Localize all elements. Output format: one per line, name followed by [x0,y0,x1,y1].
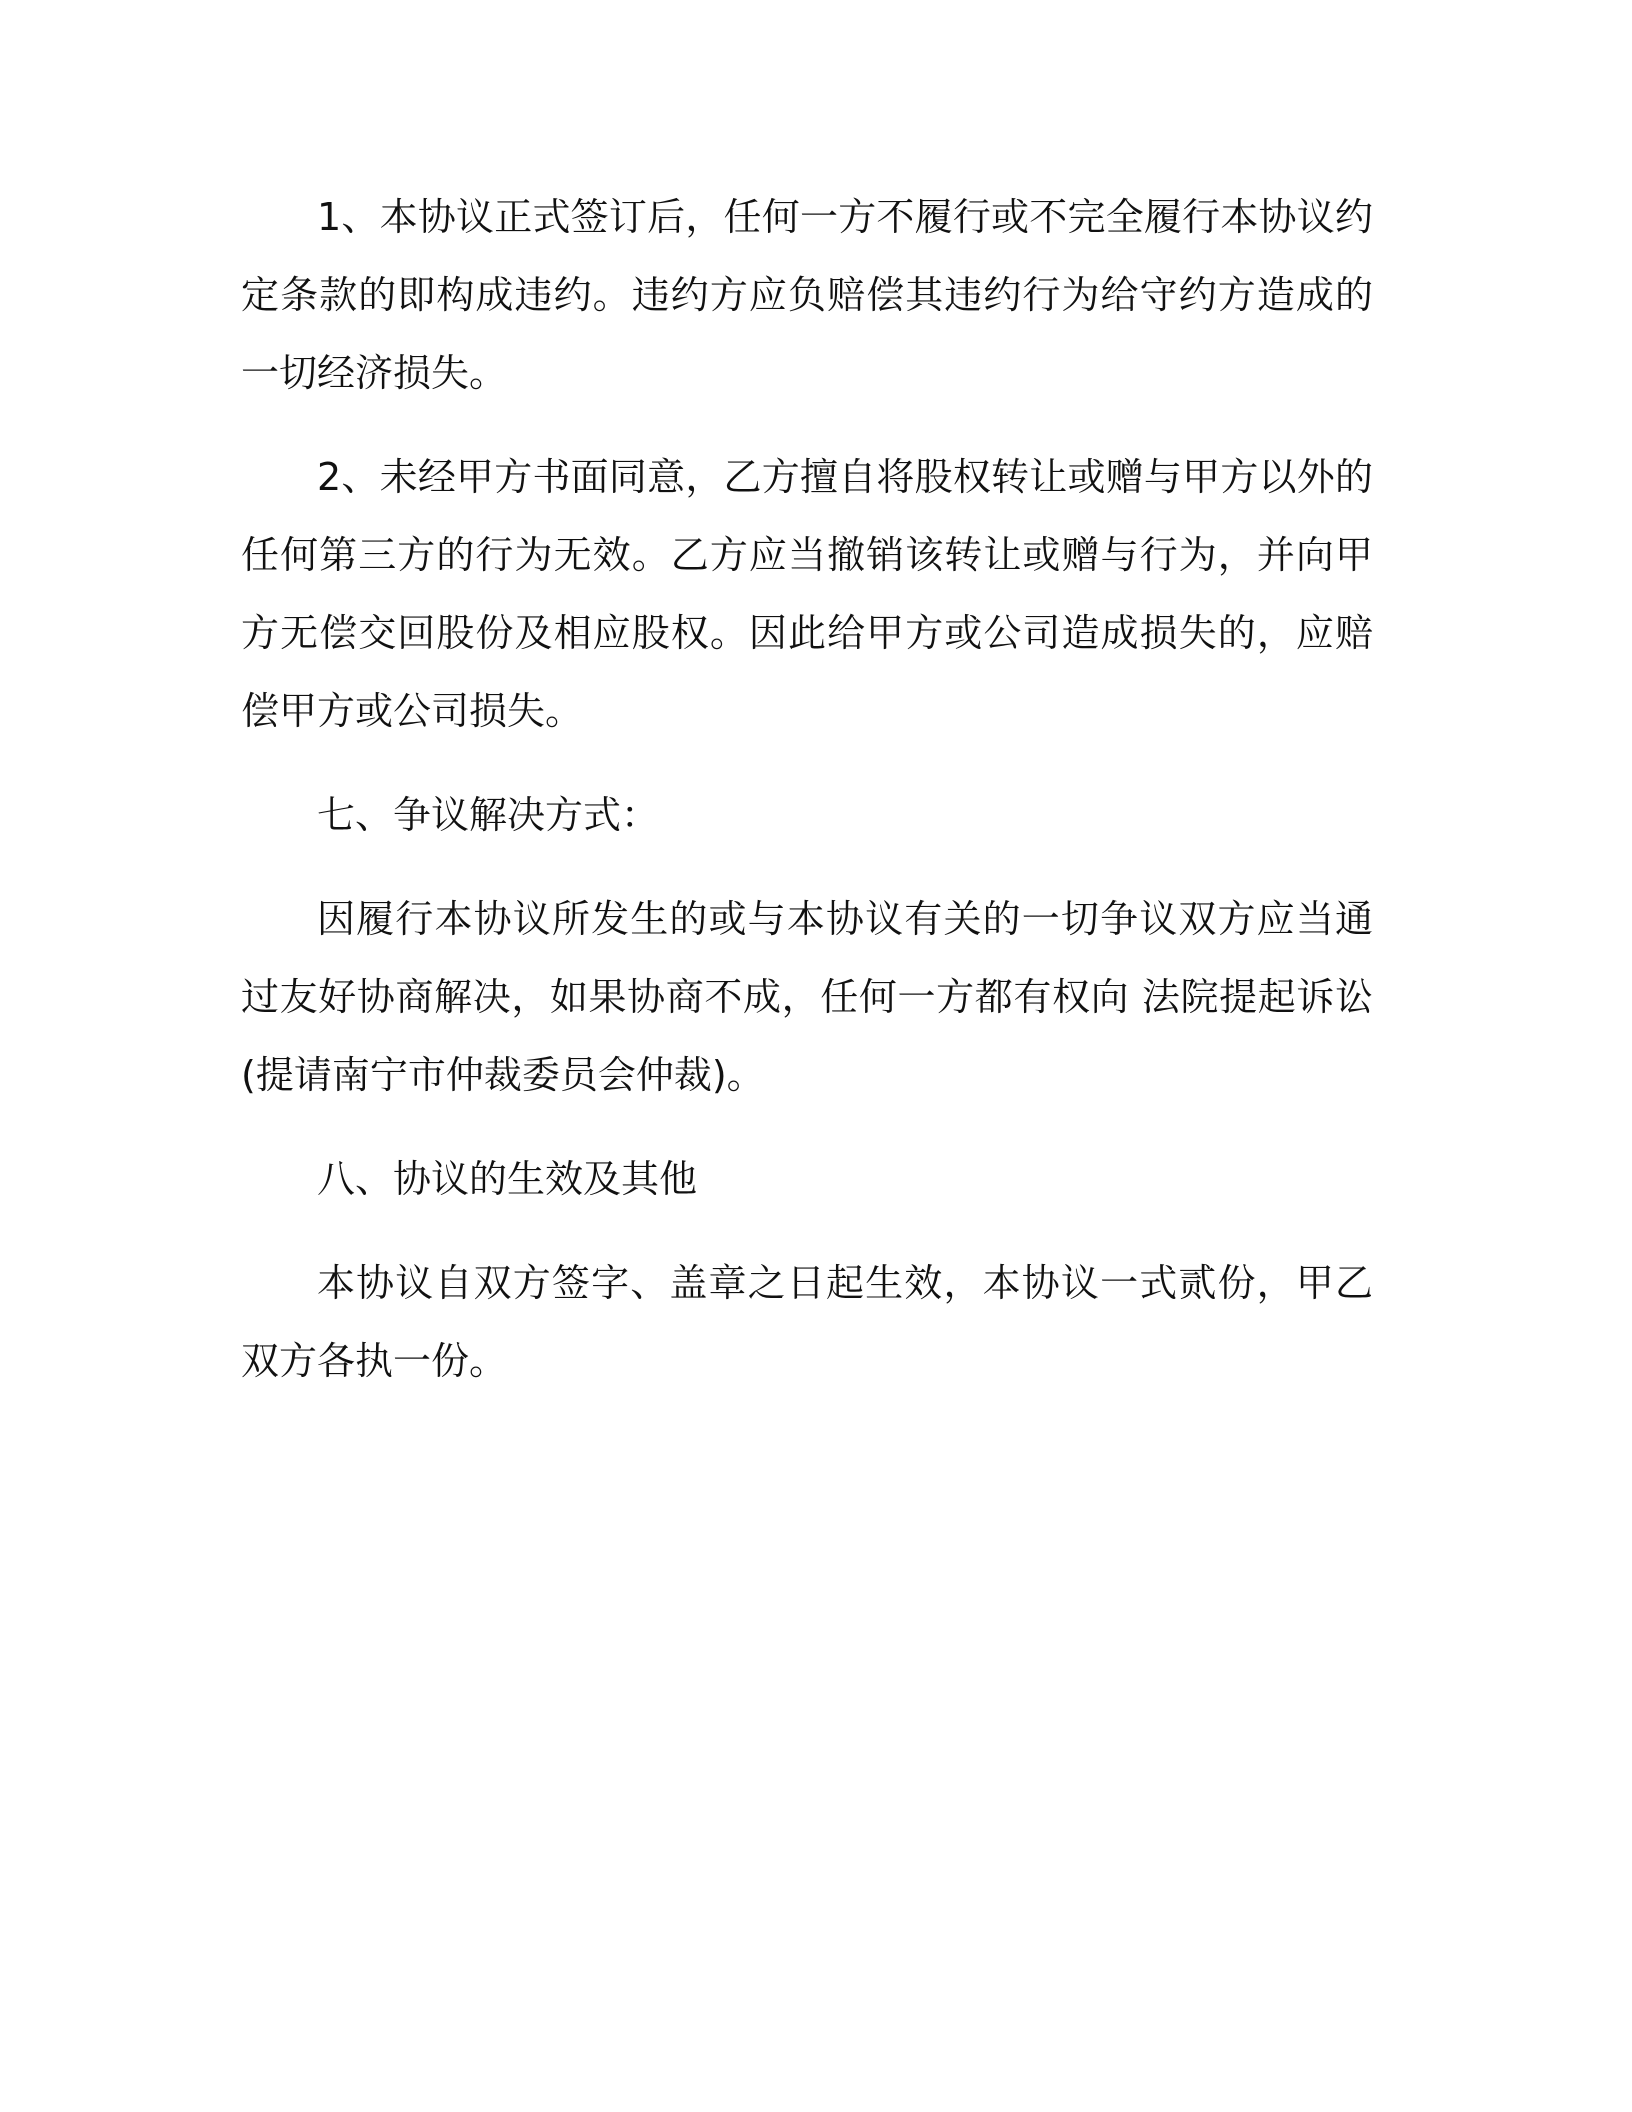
section-7-heading: 七、争议解决方式： [317,793,660,837]
section-8-paragraph: 本协议自双方签字、盖章之日起生效，本协议一式贰份，甲乙双方各执一份。 [241,1261,1373,1383]
section-8-heading: 八、协议的生效及其他 [317,1157,698,1201]
section-7-paragraph: 因履行本协议所发生的或与本协议有关的一切争议双方应当通过友好协商解决，如果协商不成，任何一方都有权向 法院提起诉讼(提请南宁市仲裁委员会仲裁)。 [241,897,1373,1097]
clause-1-paragraph: 1、本协议正式签订后，任何一方不履行或不完全履行本协议约定条款的即构成违约。违约方应负赔偿其违约行为给守约方造成的一切经济损失。 [241,195,1373,395]
document-body [241,178,1373,1426]
clause-2-paragraph: 2、未经甲方书面同意，乙方擅自将股权转让或赠与甲方以外的任何第三方的行为无效。乙方应当撤销该转让或赠与行为，并向甲方无偿交回股份及相应股权。因此给甲方或公司造成损失的，应赔偿甲方或公司损失。 [241,455,1373,733]
